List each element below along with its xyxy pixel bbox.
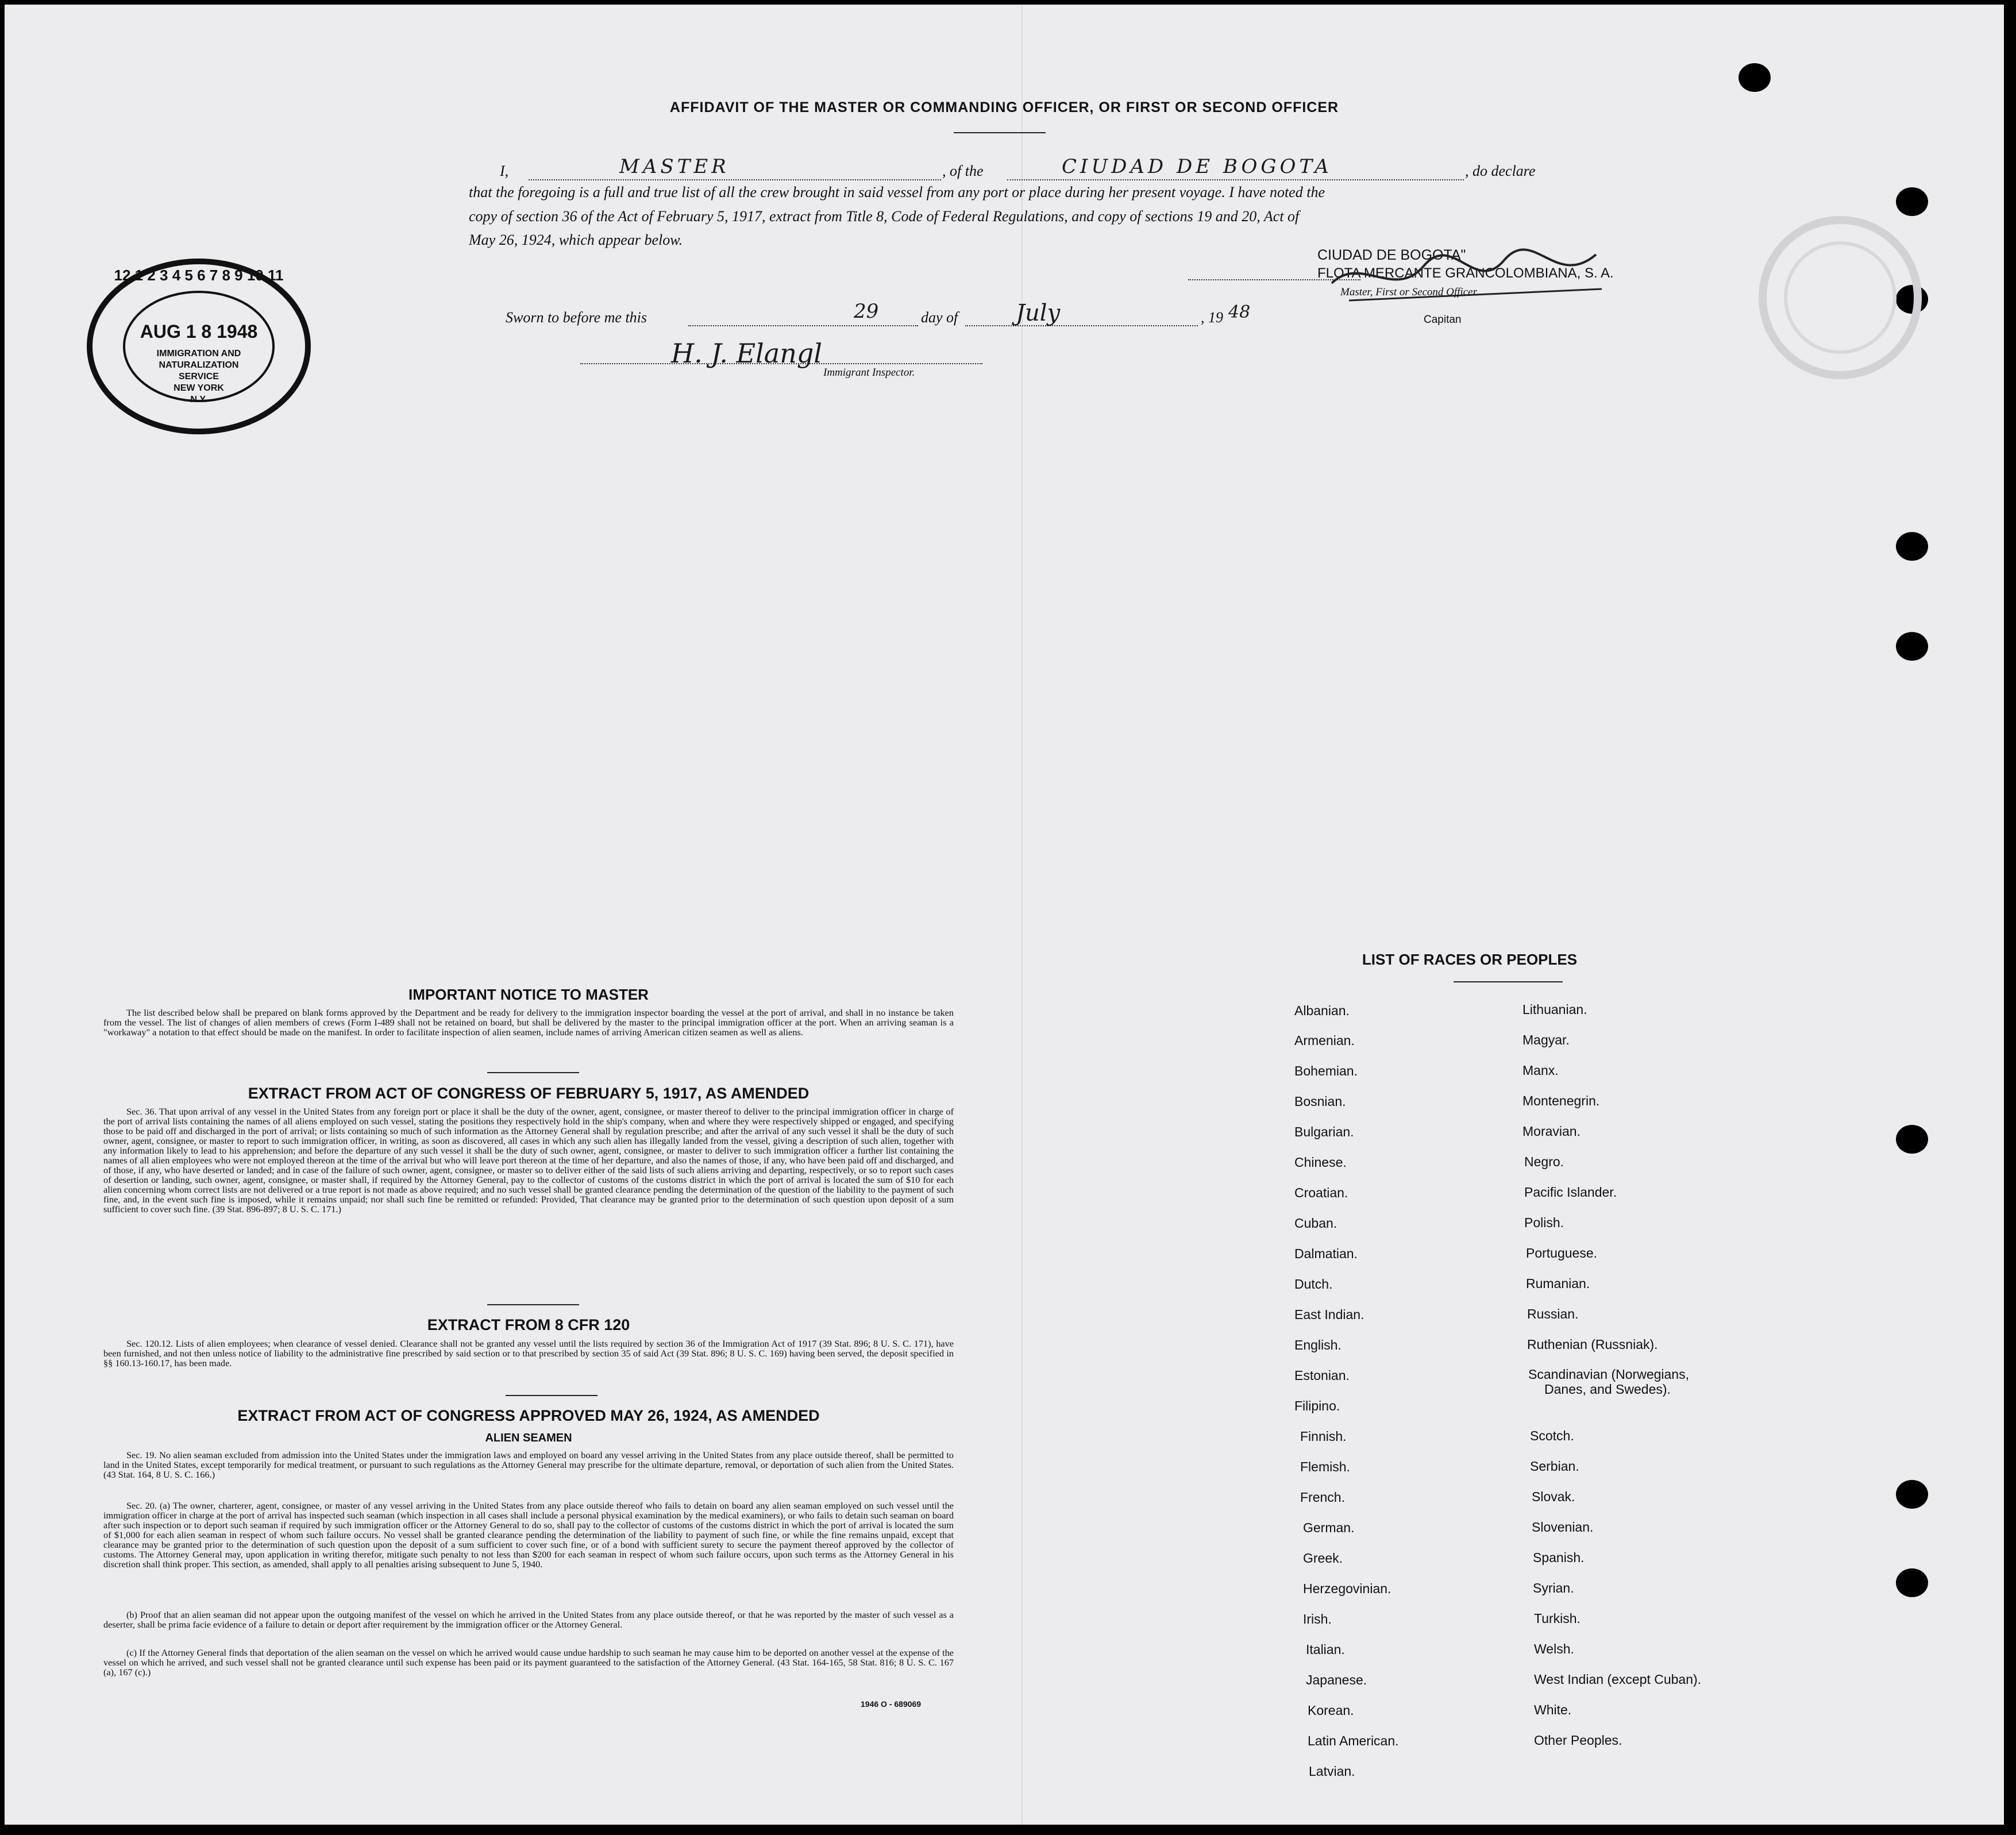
race-left: Croatian. [1294,1185,1348,1200]
vessel-name-value: CIUDAD DE BOGOTA [1062,155,1332,178]
svg-text:IMMIGRATION AND: IMMIGRATION AND [156,349,241,358]
embossed-seal [1751,211,1929,384]
vessel-name-line [1007,179,1464,180]
svg-text:NEW YORK: NEW YORK [174,383,224,393]
race-left: Bosnian. [1294,1094,1346,1109]
race-left: Flemish. [1300,1459,1350,1474]
race-left: East Indian. [1294,1307,1364,1322]
race-right: Other Peoples. [1534,1733,1622,1748]
divider [487,1072,579,1073]
race-right: Slovenian. [1532,1520,1594,1535]
extract-1924-subtitle: ALIEN SEAMEN [485,1432,572,1444]
race-left: Korean. [1308,1703,1354,1718]
inspector-signature-line [580,363,982,364]
punch-hole [1896,1480,1928,1509]
race-right: West Indian (except Cuban). [1534,1672,1702,1687]
race-right: Scotch. [1530,1428,1574,1443]
races-title: LIST OF RACES OR PEOPLES [1362,951,1578,968]
race-right: Turkish. [1534,1611,1581,1626]
extract-1924-sec20a: Sec. 20. (a) The owner, charterer, agent, consignee, or master of any vessel arriving in the United States from any place outside thereof who fails to detain on board any alien seaman employed on such vessel until the immigration officer in charge at the port of arrival has inspected such seaman (which inspection in all cases shall include a personal physical examination by the medical examiners), or who fails to detain such seaman on board after such inspection or to deport such seaman if required by such immigration officer or the Attorney General to do so, shall pay to the collector of customs of the customs district in which the port of arrival is located the sum of $1,000 for each alien seaman in respect of whom such failure occurs. No vessel shall be granted clearance pending the determination of the liability to payment of such fine, or while the fine remains unpaid, except that clearance may be granted prior to the determination of such question upon the deposit of a sum sufficient to cover such fine, or of a bond with sufficient surety to secure the payment thereof approved by the collector of customs. The Attorney General may, upon application in writing therefor, mitigate such penalty to not less than $200 for each seaman in respect of whom such failure occurs, upon such terms as the Attorney General in his discretion shall think proper. This section, as amended, shall apply to all penalties arising subsequent to June 5, 1940. [103,1500,954,1570]
svg-text:N.Y.: N.Y. [190,395,207,404]
master-name-line [529,179,941,180]
extract-1924-sec19: Sec. 19. No alien seaman excluded from admission into the United States under the immigration laws and employed on board any vessel arriving in the United States from any place outside thereof, shall be permitted to land in the United States, except temporarily for medical treatment, or pursuant to such regulations as the Attorney General may prescribe for the ultimate departure, removal, or deportation of such alien from the United States. (43 Stat. 164, 8 U. S. C. 166.) [103,1450,954,1480]
divider [487,1304,579,1305]
race-left: French. [1300,1490,1345,1505]
punch-hole [1896,532,1928,561]
declare-label: , do declare [1465,163,1536,179]
ship-stamp-line-2: FLOTA MERCANTE GRANCOLOMBIANA, S. A. [1317,265,1614,281]
document-page [5,5,2004,1825]
race-right: Portuguese. [1526,1246,1598,1260]
day-line [688,325,918,326]
notice-body: The list described below shall be prepared on blank forms approved by the Department and be ready for delivery to the immigration inspector boarding the vessel at the port of arrival, and shall in no instance be taken from the vessel. The list of changes of alien members of crews (Form I-489 shall not be retained on board, but shall be delivered by the master to the principal immigration officer at the port. When an arriving seaman is a "workaway" a notation to that effect should be made on the manifest. In order to facilitate inspection of alien seamen, include names of arriving American citizen seamen as well as aliens. [103,1007,954,1038]
race-right: Moravian. [1522,1124,1581,1139]
punch-hole [1896,1125,1928,1154]
race-left: Dalmatian. [1294,1246,1358,1261]
race-right: Slovak. [1532,1489,1575,1504]
race-right: Ruthenian (Russniak). [1527,1337,1658,1352]
extract-1917-title: EXTRACT FROM ACT OF CONGRESS OF FEBRUARY 5, 1917, AS AMENDED [248,1085,810,1102]
race-right: Rumanian. [1526,1276,1590,1291]
page-fold-line [1022,5,1023,1825]
affidavit-body-line-3: copy of section 36 of the Act of February 5, 1917, extract from Title 8, Code of Federal Regulations, and copy of sections 19 and 20, Act of [469,208,1300,225]
race-left: Filipino. [1294,1398,1340,1413]
race-left: English. [1294,1337,1342,1352]
race-left: Greek. [1303,1551,1343,1566]
race-right: Syrian. [1533,1580,1574,1595]
race-right: Russian. [1527,1306,1579,1321]
race-right: Welsh. [1534,1641,1574,1656]
race-right: Polish. [1524,1215,1564,1230]
race-left: Chinese. [1294,1155,1347,1170]
race-right: Manx. [1522,1063,1559,1078]
race-right: Danes, and Swedes). [1544,1382,1671,1397]
race-left: Italian. [1306,1642,1345,1657]
race-right: Negro. [1524,1154,1564,1169]
race-left: Estonian. [1294,1368,1350,1383]
month-value: July [1016,300,1061,326]
year-prefix: , 19 [1201,309,1223,326]
race-left: Dutch. [1294,1277,1333,1292]
race-right: Scandinavian (Norwegians, [1528,1367,1689,1382]
race-left: Armenian. [1294,1033,1355,1048]
year-value: 48 [1228,302,1251,322]
affidavit-body-line-4: May 26, 1924, which appear below. [469,232,683,248]
race-left: Irish. [1303,1612,1332,1626]
race-right: White. [1534,1702,1572,1717]
punch-hole [1739,63,1771,92]
master-signature-line [1188,279,1360,280]
divider [506,1395,598,1396]
master-name-value: MASTER [619,155,730,178]
extract-cfr-title: EXTRACT FROM 8 CFR 120 [427,1316,630,1333]
race-left: Finnish. [1300,1429,1347,1444]
svg-text:SERVICE: SERVICE [179,372,219,381]
captain-label: Capitan [1424,314,1462,326]
races-divider [1454,981,1563,982]
race-right: Montenegrin. [1522,1093,1600,1108]
race-left: Albanian. [1294,1003,1350,1018]
race-left: Latin American. [1308,1733,1399,1748]
print-code: 1946 O - 689069 [861,1699,922,1709]
punch-hole [1896,1568,1928,1597]
race-right: Serbian. [1530,1459,1579,1474]
race-left: Bulgarian. [1294,1124,1354,1139]
race-right: Lithuanian. [1522,1002,1587,1017]
stamp-ring-numbers: 12 1 2 3 4 5 6 7 8 9 10 11 [114,267,284,284]
month-line [965,325,1198,326]
ship-stamp-line-1: CIUDAD DE BOGOTA" [1317,247,1466,263]
race-right: Pacific Islander. [1524,1185,1617,1200]
day-of-label: day of [921,309,958,326]
affidavit-i-label: I, [500,163,509,179]
immigration-date-stamp [84,257,314,435]
svg-text:NATURALIZATION: NATURALIZATION [159,360,239,370]
race-left: Bohemian. [1294,1063,1358,1078]
extract-1924-sec20b: (b) Proof that an alien seaman did not appear upon the outgoing manifest of the vessel on which he arrived in the United States from any place outside thereof, or that he was reported by the master of such vessel as a deserter, shall be prima facie evidence of a failure to detain or deport after requirement by the immigration officer or the Attorney General. [103,1609,954,1630]
race-left: Japanese. [1306,1672,1367,1687]
sworn-label: Sworn to before me this [506,309,647,326]
extract-cfr-body: Sec. 120.12. Lists of alien employees; when clearance of vessel denied. Clearance shall not be granted any vessel until the lists required by section 36 of the Immigration Act of 1917 (39 Stat. 896; 8 U. S. C. 171), have been furnished, and not then unless notice of liability to the administrative fine prescribed by said section or to that prescribed by section 35 of said Act (39 Stat. 896; 8 U. S. C. 169) having been served, the deposit specified in §§ 160.13-160.17, has been made. [103,1338,954,1368]
of-the-label: , of the [942,163,984,179]
extract-1917-body: Sec. 36. That upon arrival of any vessel in the United States from any foreign port or place it shall be the duty of the owner, agent, consignee, or master thereof to deliver to the principal immigration officer in charge of the port of arrival lists containing the names of all aliens employed on such vessel, stating the positions they respectively hold in the ship's company, when and where they were respectively shipped or engaged, and specifying those to be paid off and discharged in the port of arrival; or lists containing so much of such information as the Attorney General shall by regulation prescribe; and after the arrival of any such vessel it shall be the duty of such owner, agent, consignee, or master to report to such immigration officer, in writing, as soon as discovered, all cases in which any such alien has illegally landed from the vessel, giving a description of such alien, together with any information likely to lead to his apprehension; and before the departure of any such vessel it shall be the duty of such owner, agent, consignee, or master to deliver to such immigration officer a further list containing the names of all alien employees who were not employed thereon at the time of the arrival but who will leave port thereon at the time of her departure, and also the names of those, if any, who have been paid off and discharged, and of those, if any, who have deserted or landed; and in case of the failure of such owner, agent, consignee, or master so to deliver either of the said lists of such aliens arriving and departing, respectively, or so to report such cases of desertion or landing, such owner, agent, consignee, or master shall, if required by the Attorney General, pay to the collector of customs of the customs district in which the port of arrival is located the sum of $10 for each alien concerning whom correct lists are not delivered or a true report is not made as above required; and no such vessel shall be granted clearance pending the determination of the question of the liability to the payment of such fine, and, in the event such fine is imposed, while it remains unpaid; nor shall such fine be remitted or refunded: Provided, That clearance may be granted prior to the determination of such question upon deposit of a sum sufficient to cover such fine. (39 Stat. 896-897; 8 U. S. C. 171.) [103,1106,954,1215]
race-left: German. [1303,1520,1355,1535]
master-caption: Master, First or Second Officer. [1340,286,1479,298]
notice-title: IMPORTANT NOTICE TO MASTER [408,986,649,1003]
affidavit-body-line-2: that the foregoing is a full and true list of all the crew brought in said vessel from any port or place during her present voyage. I have noted the [469,184,1325,201]
race-right: Magyar. [1522,1032,1570,1047]
race-right: Spanish. [1533,1550,1585,1565]
stamp-date: AUG 1 8 1948 [140,321,258,342]
day-value: 29 [854,300,879,323]
master-signature-scribble [1326,243,1613,312]
race-left: Cuban. [1294,1216,1337,1231]
title-divider [954,132,1046,133]
inspector-caption: Immigrant Inspector. [823,367,915,379]
extract-1924-sec20c: (c) If the Attorney General finds that deportation of the alien seaman on the vessel on which he arrived would cause undue hardship to such seaman he may cause him to be deported on another vessel at the expense of the vessel on which he arrived, and such vessel shall not be granted clearance until such expense has been paid or its payment guaranteed to the satisfaction of the Attorney General. (43 Stat. 164-165, 58 Stat. 816; 8 U. S. C. 167 (a), 167 (c).) [103,1647,954,1678]
inspector-signature: H. J. Elangl [671,338,822,369]
punch-hole [1896,632,1928,661]
race-left: Latvian. [1309,1764,1355,1779]
affidavit-title: AFFIDAVIT OF THE MASTER OR COMMANDING OFFICER, OR FIRST OR SECOND OFFICER [669,99,1339,115]
extract-1924-title: EXTRACT FROM ACT OF CONGRESS APPROVED MAY 26, 1924, AS AMENDED [237,1407,820,1424]
race-left: Herzegovinian. [1303,1581,1391,1596]
